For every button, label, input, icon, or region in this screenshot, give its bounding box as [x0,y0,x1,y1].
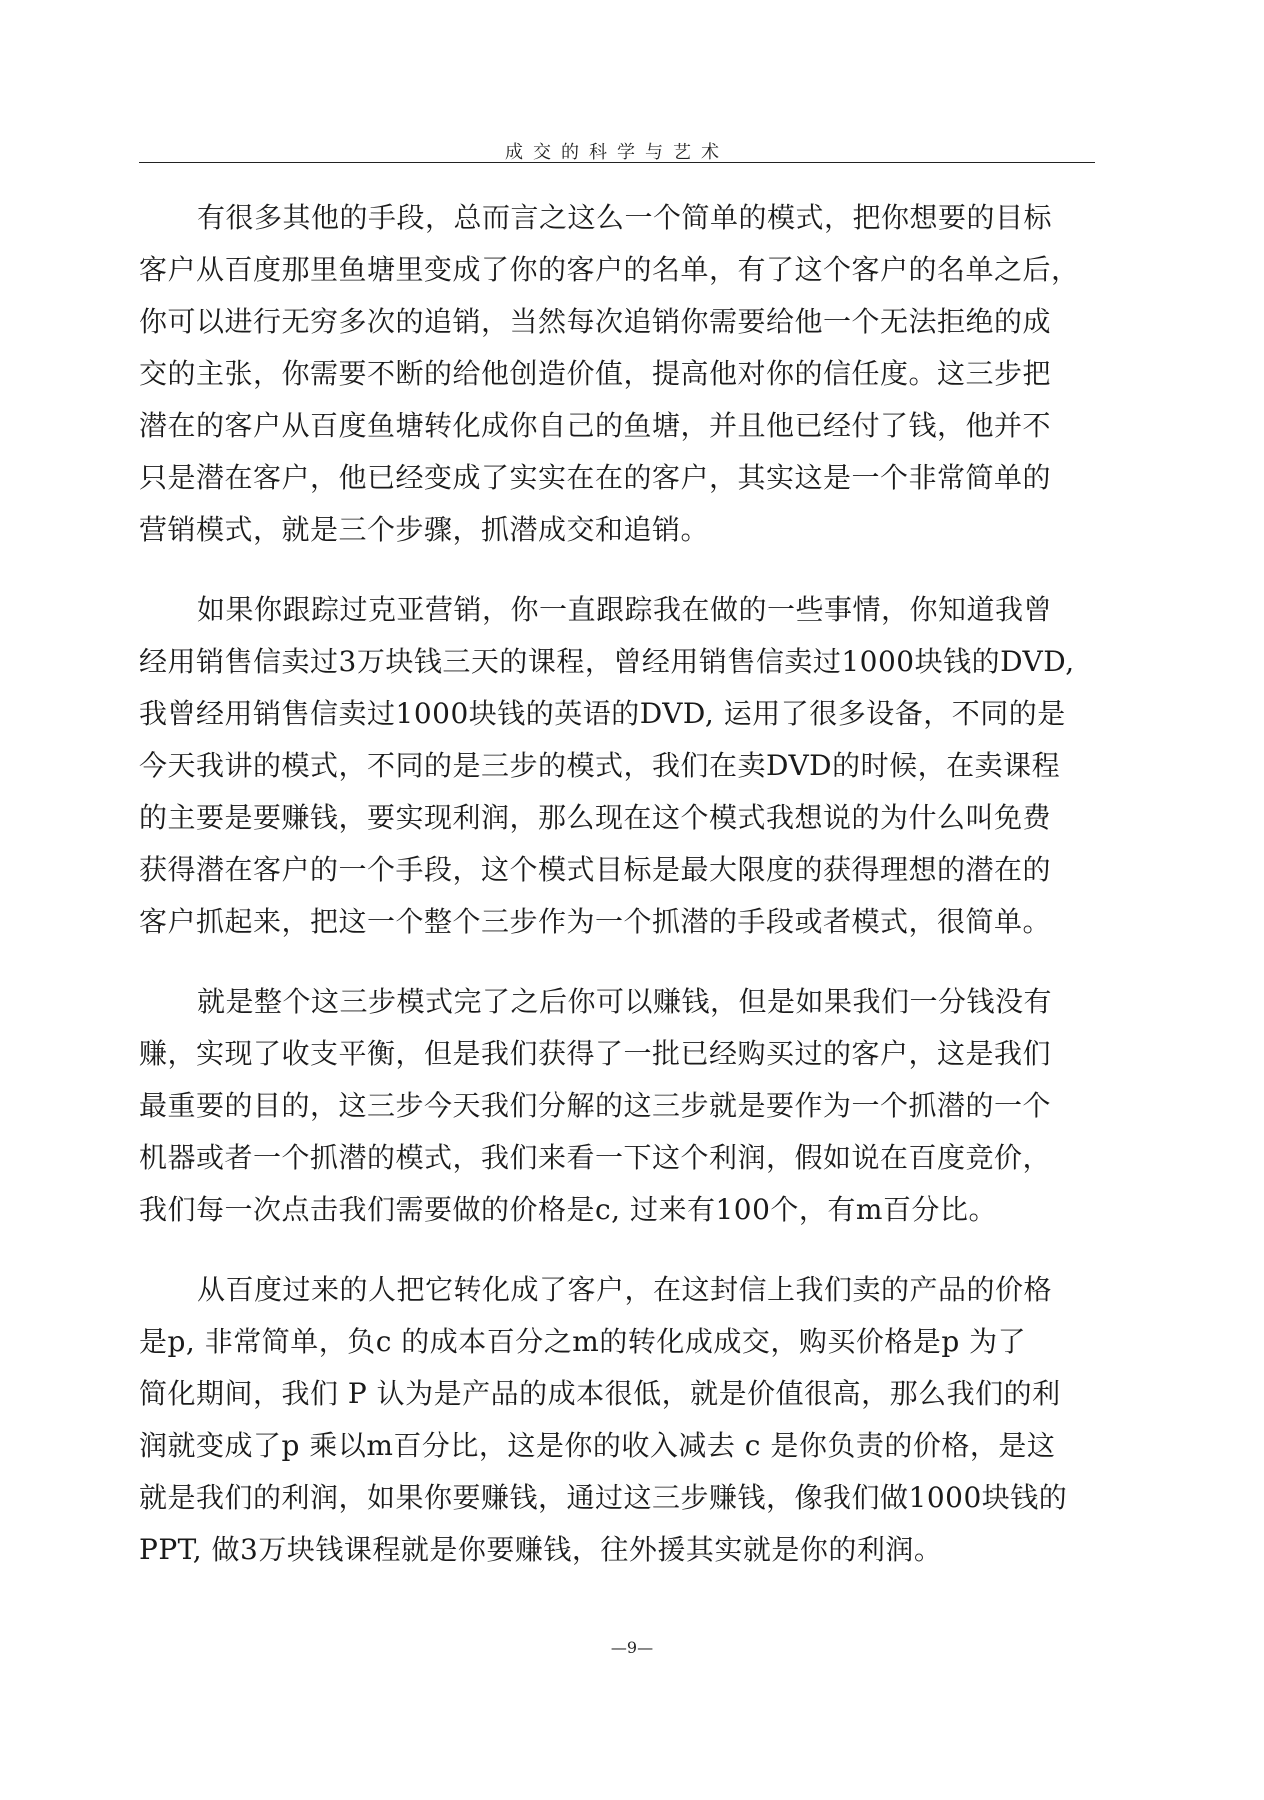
running-header [139,132,1095,162]
text-line: 潜在的客户从百度鱼塘转化成你自己的鱼塘，并且他已经付了钱，他并不 [139,409,1052,442]
text-line: 如果你跟踪过克亚营销，你一直跟踪我在做的一些事情，你知道我曾 [197,593,1053,626]
text-line: 我们每一次点击我们需要做的价格是c, 过来有100个，有m百分比。 [139,1193,997,1226]
text-line: 今天我讲的模式，不同的是三步的模式，我们在卖DVD的时候，在卖课程 [139,749,1061,782]
text-line: 简化期间，我们 P 认为是产品的成本很低，就是价值很高，那么我们的利 [139,1377,1061,1410]
text-line: 客户从百度那里鱼塘里变成了你的客户的名单，有了这个客户的名单之后， [139,253,1080,286]
text-line: 赚，实现了收支平衡，但是我们获得了一批已经购买过的客户，这是我们 [139,1037,1052,1070]
text-line: 是p, 非常简单，负c 的成本百分之m的转化成成交，购买价格是p 为了 [139,1325,1027,1358]
text-line: 营销模式，就是三个步骤，抓潜成交和追销。 [139,513,710,546]
text-line: 我曾经用销售信卖过1000块钱的英语的DVD, 运用了很多设备，不同的是 [139,697,1066,730]
text-line: 只是潜在客户，他已经变成了实实在在的客户，其实这是一个非常简单的 [139,461,1052,494]
text-line: 就是我们的利润，如果你要赚钱，通过这三步赚钱，像我们做1000块钱的 [139,1481,1068,1514]
text-line: 有很多其他的手段，总而言之这么一个简单的模式，把你想要的目标 [197,201,1053,234]
text-line: PPT, 做3万块钱课程就是你要赚钱，往外援其实就是你的利润。 [139,1533,943,1566]
text-line: 的主要是要赚钱，要实现利润，那么现在这个模式我想说的为什么叫免费 [139,801,1052,834]
paragraph [139,584,1095,948]
paragraph [139,976,1095,1236]
header-rule [139,162,1095,163]
page-number: —9— [610,1638,654,1657]
text-line: 就是整个这三步模式完了之后你可以赚钱，但是如果我们一分钱没有 [197,985,1053,1018]
text-line: 最重要的目的，这三步今天我们分解的这三步就是要作为一个抓潜的一个 [139,1089,1052,1122]
text-line: 润就变成了p 乘以m百分比，这是你的收入减去 c 是你负责的价格，是这 [139,1429,1056,1462]
text-line: 机器或者一个抓潜的模式，我们来看一下这个利润，假如说在百度竞价， [139,1141,1052,1174]
text-line: 从百度过来的人把它转化成了客户，在这封信上我们卖的产品的价格 [197,1273,1053,1306]
paragraph [139,192,1095,556]
text-line: 经用销售信卖过3万块钱三天的课程，曾经用销售信卖过1000块钱的DVD, [139,645,1075,678]
text-line: 客户抓起来，把这一个整个三步作为一个抓潜的手段或者模式，很简单。 [139,905,1052,938]
book-title: 成交的科学与艺术 [505,142,729,163]
paragraph [139,1264,1095,1576]
text-line: 获得潜在客户的一个手段，这个模式目标是最大限度的获得理想的潜在的 [139,853,1052,886]
text-line: 你可以进行无穷多次的追销，当然每次追销你需要给他一个无法拒绝的成 [139,305,1052,338]
text-line: 交的主张，你需要不断的给他创造价值，提高他对你的信任度。这三步把 [139,357,1052,390]
body-text [139,192,1095,1604]
